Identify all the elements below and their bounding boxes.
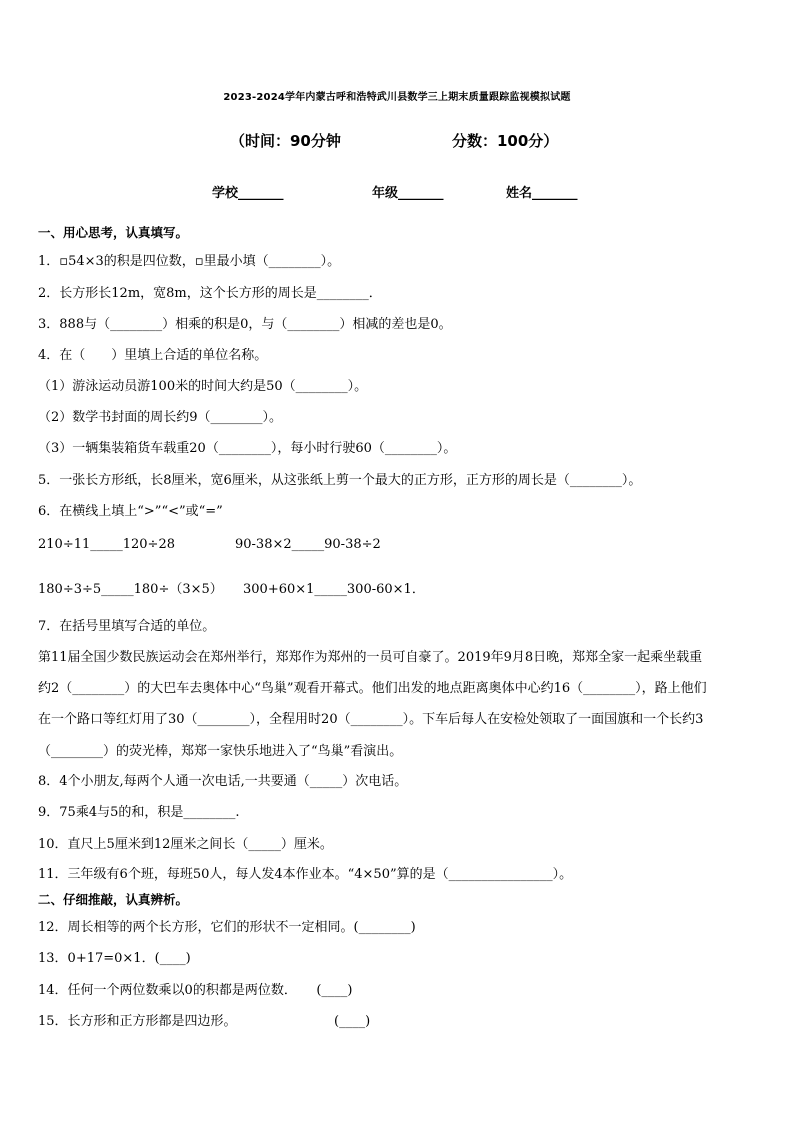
question-15: 15．长方形和正方形都是四边形。 (____)	[38, 1014, 371, 1029]
page-title: 2023-2024学年内蒙古呼和浩特武川县数学三上期末质量跟踪监视模拟试题	[223, 92, 571, 103]
question-4-2: （2）数学书封面的周长约9（________）。	[38, 410, 283, 425]
question-12: 12．周长相等的两个长方形，它们的形状不一定相同。(________)	[38, 920, 416, 935]
grade-blank: _______	[398, 186, 444, 201]
section-2-heading: 二、仔细推敲，认真辨析。	[38, 892, 189, 907]
question-6-a: 210÷11_____120÷28	[38, 537, 175, 552]
question-7-text-4: （________）的荧光棒，郑郑一家快乐地进入了“鸟巢”看演出。	[38, 744, 403, 759]
question-6-b: 90-38×2_____90-38÷2	[235, 537, 381, 552]
question-7: 7．在括号里填写合适的单位。	[38, 619, 216, 634]
question-14: 14．任何一个两位数乘以0的积都是两位数． (____)	[38, 983, 353, 998]
question-10: 10．直尺上5厘米到12厘米之间长（_____）厘米。	[38, 837, 333, 852]
question-8: 8．4个小朋友,每两个人通一次电话,一共要通（_____）次电话。	[38, 774, 408, 789]
school-field	[212, 182, 284, 201]
school-blank: _______	[238, 186, 284, 201]
name-field	[506, 182, 578, 201]
name-blank: _______	[532, 186, 578, 201]
question-4-1: （1）游泳运动员游100米的时间大约是50（________）。	[38, 379, 368, 394]
question-6: 6．在横线上填上“>”“<”或“=”	[38, 504, 223, 519]
question-6-d: 300+60×1_____300-60×1．	[243, 582, 425, 597]
question-9: 9．75乘4与5的和，积是________.	[38, 805, 240, 820]
question-2: 2．长方形长12m，宽8m，这个长方形的周长是________．	[38, 286, 382, 301]
grade-field	[372, 182, 444, 201]
school-label: 学校	[212, 186, 239, 201]
question-6-c: 180÷3÷5_____180÷（3×5）	[38, 582, 223, 597]
time-label: （时间：90分钟	[230, 132, 341, 150]
grade-label: 年级	[372, 186, 399, 201]
question-13: 13．0+17=0×1．(____)	[38, 951, 191, 966]
section-1-heading: 一、用心思考，认真填写。	[38, 225, 189, 240]
question-4: 4．在（ ）里填上合适的单位名称。	[38, 348, 268, 363]
question-7-text-3: 在一个路口等红灯用了30（________），全程用时20（________）。下车后每人在安检处领取了一面国旗和一个长约3	[38, 712, 704, 727]
question-7-text-1: 第11届全国少数民族运动会在郑州举行，郑郑作为郑州的一员可自豪了。2019年9月8日晚，郑郑全家一起乘坐载重	[38, 650, 703, 665]
question-5: 5．一张长方形纸，长8厘米，宽6厘米，从这张纸上剪一个最大的正方形，正方形的周长是（________）。	[38, 473, 642, 488]
question-3: 3．888与（________）相乘的积是0，与（________）相减的差也是0。	[38, 317, 452, 332]
question-1: 1．▫54×3的积是四位数，▫里最小填（________）。	[38, 254, 341, 269]
question-7-text-2: 约2（________）的大巴车去奥体中心“鸟巢”观看开幕式。他们出发的地点距离奥体中心约16（________），路上他们	[38, 681, 707, 696]
question-11: 11．三年级有6个班，每班50人，每人发4本作业本。“4×50”算的是（________________）。	[38, 867, 573, 882]
question-4-3: （3）一辆集装箱货车载重20（________），每小时行驶60（________）。	[38, 441, 457, 456]
score-label: 分数：100分）	[452, 132, 559, 150]
name-label: 姓名	[506, 186, 533, 201]
